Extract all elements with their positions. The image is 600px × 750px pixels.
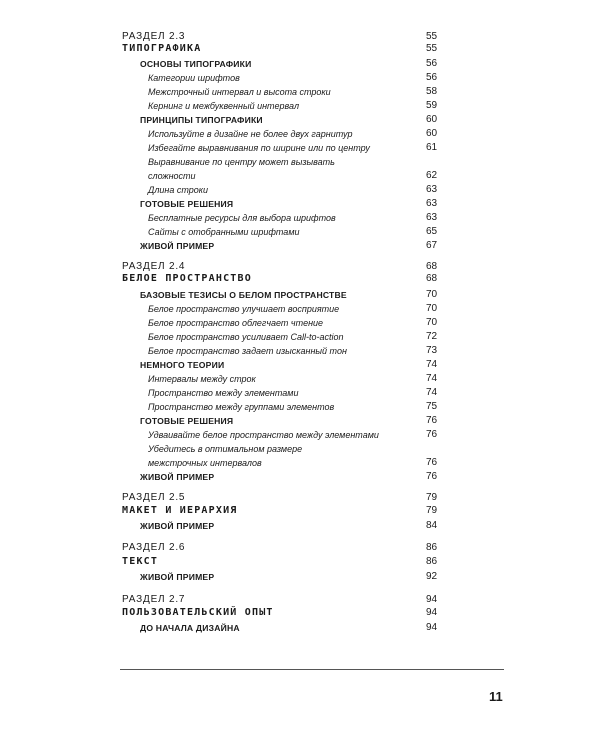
toc-entry-text: Удваивайте белое пространство между элементами xyxy=(148,430,379,440)
toc-entry-text: ЖИВОЙ ПРИМЕР xyxy=(140,241,215,251)
toc-page-number: 60 xyxy=(426,128,438,139)
toc-page-number: 55 xyxy=(426,31,438,42)
toc-page-number: 55 xyxy=(426,43,438,54)
toc-entry-text: Белое пространство облегчает чтение xyxy=(148,318,324,328)
toc-page-number: 62 xyxy=(426,170,438,181)
toc-item xyxy=(0,330,600,344)
toc-page-number: 72 xyxy=(426,331,438,342)
toc-subheading xyxy=(0,197,600,211)
toc-subheading xyxy=(0,519,600,533)
toc-item xyxy=(0,211,600,225)
toc-page-number: 94 xyxy=(426,594,438,605)
toc-subheading xyxy=(0,621,600,635)
toc-subheading xyxy=(0,113,600,127)
toc-entry-text: ПОЛЬЗОВАТЕЛЬСКИЙ ОПЫТ xyxy=(122,607,274,618)
toc-entry-text: ТЕКСТ xyxy=(122,556,159,567)
toc-entry-text: БАЗОВЫЕ ТЕЗИСЫ О БЕЛОМ ПРОСТРАНСТВЕ xyxy=(140,290,347,300)
toc-page-number: 67 xyxy=(426,240,438,251)
toc-page-number: 74 xyxy=(426,387,438,398)
toc-page-number: 79 xyxy=(426,505,438,516)
toc-item-continuation xyxy=(0,456,600,470)
toc-item xyxy=(0,85,600,99)
toc-entry-text: Длина строки xyxy=(148,185,209,195)
toc-page-number: 56 xyxy=(426,72,438,83)
toc-item xyxy=(0,183,600,197)
toc-chapter-title xyxy=(0,504,600,518)
toc-entry-text: Используйте в дизайне не более двух гарнитур xyxy=(148,129,353,139)
toc-entry-text: ТИПОГРАФИКА xyxy=(122,43,202,54)
toc-page-number: 63 xyxy=(426,184,438,195)
toc-subheading xyxy=(0,570,600,584)
toc-page-number: 60 xyxy=(426,114,438,125)
toc-entry-text: Межстрочный интервал и высота строки xyxy=(148,87,331,97)
toc-page-number: 65 xyxy=(426,226,438,237)
toc-entry-text: РАЗДЕЛ 2.4 xyxy=(122,261,186,272)
toc-entry-text: ЖИВОЙ ПРИМЕР xyxy=(140,572,215,582)
toc-page-number: 68 xyxy=(426,261,438,272)
toc-entry-text: Сайты с отобранными шрифтами xyxy=(148,227,300,237)
toc-page-number: 68 xyxy=(426,273,438,284)
toc-entry-text: Избегайте выравнивания по ширине или по центру xyxy=(148,143,370,153)
toc-chapter-title xyxy=(0,42,600,56)
toc-entry-text: межстрочных интервалов xyxy=(148,458,262,468)
toc-page-number: 76 xyxy=(426,457,438,468)
toc-page-number: 86 xyxy=(426,556,438,567)
toc-item xyxy=(0,99,600,113)
toc-item xyxy=(0,302,600,316)
toc-entry-text: Убедитесь в оптимальном размере xyxy=(148,444,303,454)
toc-page-number: 59 xyxy=(426,100,438,111)
toc-entry-text: БЕЛОЕ ПРОСТРАНСТВО xyxy=(122,273,252,284)
toc-item xyxy=(0,400,600,414)
toc-item-continuation xyxy=(0,169,600,183)
toc-page-number: 74 xyxy=(426,373,438,384)
toc-item xyxy=(0,316,600,330)
toc-page-number: 75 xyxy=(426,401,438,412)
toc-section-heading xyxy=(0,541,600,555)
toc-page-number: 84 xyxy=(426,520,438,531)
toc-subheading xyxy=(0,288,600,302)
toc-item xyxy=(0,428,600,442)
toc-item xyxy=(0,155,600,169)
toc-page-number: 70 xyxy=(426,303,438,314)
toc-page-number: 56 xyxy=(426,58,438,69)
toc-subheading xyxy=(0,57,600,71)
toc-subheading xyxy=(0,358,600,372)
toc-section-heading xyxy=(0,491,600,505)
toc-subheading xyxy=(0,239,600,253)
toc-page-number: 63 xyxy=(426,198,438,209)
toc-entry-text: ГОТОВЫЕ РЕШЕНИЯ xyxy=(140,416,234,426)
toc-page-number: 86 xyxy=(426,542,438,553)
toc-entry-text: Пространство между группами элементов xyxy=(148,402,335,412)
toc-item xyxy=(0,372,600,386)
toc-entry-text: ГОТОВЫЕ РЕШЕНИЯ xyxy=(140,199,234,209)
toc-page-number: 94 xyxy=(426,622,438,633)
toc-item xyxy=(0,344,600,358)
toc-entry-text: РАЗДЕЛ 2.7 xyxy=(122,594,186,605)
toc-page-number: 76 xyxy=(426,415,438,426)
toc-entry-text: Выравнивание по центру может вызывать xyxy=(148,157,335,167)
toc-page-number: 61 xyxy=(426,142,438,153)
toc-chapter-title xyxy=(0,606,600,620)
toc-subheading xyxy=(0,470,600,484)
toc-entry-text: ДО НАЧАЛА ДИЗАЙНА xyxy=(140,623,240,633)
toc-entry-text: ПРИНЦИПЫ ТИПОГРАФИКИ xyxy=(140,115,263,125)
toc-item xyxy=(0,141,600,155)
toc-entry-text: Белое пространство усиливает Call-to-action xyxy=(148,332,344,342)
toc-chapter-title xyxy=(0,555,600,569)
toc-item xyxy=(0,225,600,239)
toc-entry-text: РАЗДЕЛ 2.6 xyxy=(122,542,186,553)
toc-entry-text: Кернинг и межбуквенный интервал xyxy=(148,101,300,111)
toc-entry-text: Категории шрифтов xyxy=(148,73,240,83)
toc-chapter-title xyxy=(0,272,600,286)
toc-entry-text: ЖИВОЙ ПРИМЕР xyxy=(140,472,215,482)
toc-page-number: 73 xyxy=(426,345,438,356)
toc-item xyxy=(0,442,600,456)
toc-page-number: 92 xyxy=(426,571,438,582)
toc-entry-text: РАЗДЕЛ 2.3 xyxy=(122,31,186,42)
toc-section-heading xyxy=(0,593,600,607)
toc-page-number: 76 xyxy=(426,471,438,482)
toc-entry-text: НЕМНОГО ТЕОРИИ xyxy=(140,360,225,370)
toc-entry-text: МАКЕТ И ИЕРАРХИЯ xyxy=(122,505,238,516)
toc-page-number: 76 xyxy=(426,429,438,440)
toc-page-number: 74 xyxy=(426,359,438,370)
toc-entry-text: сложности xyxy=(148,171,196,181)
toc-item xyxy=(0,386,600,400)
toc-entry-text: Белое пространство задает изысканный тон xyxy=(148,346,347,356)
toc-page-number: 94 xyxy=(426,607,438,618)
toc-entry-text: Бесплатные ресурсы для выбора шрифтов xyxy=(148,213,336,223)
toc-page-number: 70 xyxy=(426,317,438,328)
toc-subheading xyxy=(0,414,600,428)
toc-item xyxy=(0,127,600,141)
toc-entry-text: ЖИВОЙ ПРИМЕР xyxy=(140,521,215,531)
toc-item xyxy=(0,71,600,85)
toc-page-number: 58 xyxy=(426,86,438,97)
toc-entry-text: Пространство между элементами xyxy=(148,388,299,398)
toc-page-number: 79 xyxy=(426,492,438,503)
toc-page-number: 63 xyxy=(426,212,438,223)
toc-entry-text: ОСНОВЫ ТИПОГРАФИКИ xyxy=(140,59,252,69)
footer-divider xyxy=(120,669,504,670)
page-number: 11 xyxy=(489,689,503,704)
toc-entry-text: Белое пространство улучшает восприятие xyxy=(148,304,340,314)
toc-page-number: 70 xyxy=(426,289,438,300)
toc-entry-text: РАЗДЕЛ 2.5 xyxy=(122,492,186,503)
toc-entry-text: Интервалы между строк xyxy=(148,374,256,384)
